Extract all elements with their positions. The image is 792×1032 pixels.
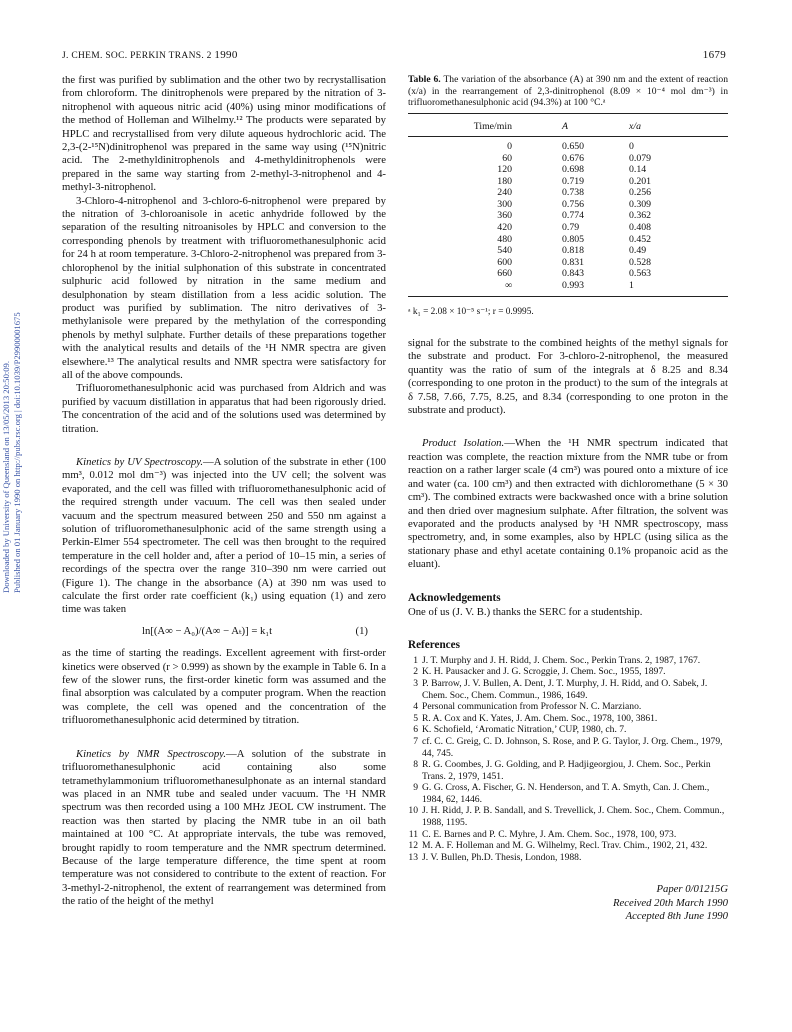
paragraph: as the time of starting the readings. Excellent agreement with first-order kinetics were observed (r > 0.999) as shown by the example in Table 6. In a few of the slower runs, the first-order kinetic form was assumed and the final absorption was calculated by a computer program. When the reaction was complete, the cell was opened and the concentration of the trifluoromethanesulphonic acid determined by titration. <box>62 647 386 727</box>
running-head <box>62 49 238 61</box>
reference-number: 11 <box>408 828 418 840</box>
equation-1 <box>62 625 386 638</box>
table-cell: 0.309 <box>629 198 652 210</box>
references-heading: References <box>408 639 460 652</box>
download-note[interactable]: Downloaded by University of Queensland on 13/05/2013 20:50:09. <box>1 360 11 593</box>
nmr-kinetics-paragraph: Kinetics by NMR Spectroscopy.—A solution of the substrate in trifluoromethanesulphonic acid containing also some tetramethylammonium trifluoromethanesulphonate as an internal standard was placed in an NMR tube and sealed under vacuum. The ¹H NMR spectrum was then recorded using a 100 MHz JEOL CW instrument. The reaction was then started by placing the NMR tube in an oil bath maintained at 100 °C. At appropriate intervals, the tube was removed, brought rapidly to room temperature and the NMR spectrum determined. Because of the large temperature difference, the time spent at room temperature was not considered to contribute to the extent of reaction. For 3-methyl-2-nitrophenol, the extent of rearrangement was determined from the ratio of the height of the methyl <box>62 747 386 908</box>
reference-number: 2 <box>413 666 418 678</box>
table-cell: 0.452 <box>629 233 652 245</box>
table-row <box>408 153 728 165</box>
reference-text: J. V. Bullen, Ph.D. Thesis, London, 1988. <box>422 851 582 863</box>
table-cell: 0.256 <box>629 187 652 199</box>
acknowledgements-text: One of us (J. V. B.) thanks the SERC for a studentship. <box>408 605 643 618</box>
reference-item <box>408 655 728 667</box>
table-label: Table 6. <box>408 74 441 85</box>
table-cell: 0.563 <box>629 268 652 280</box>
table-row <box>408 210 728 222</box>
reference-number: 6 <box>413 724 418 736</box>
table-cell: 0.698 <box>562 164 585 176</box>
reference-number: 5 <box>413 712 418 724</box>
reference-item <box>408 759 728 782</box>
received-block <box>408 883 728 923</box>
reference-item <box>408 840 728 852</box>
reference-text: cf. C. C. Greig, C. D. Johnson, S. Rose, and P. G. Taylor, J. Org. Chem., 1979, 44, 745. <box>422 735 723 759</box>
table-cell: 0.676 <box>562 152 585 164</box>
reference-number: 12 <box>408 840 418 852</box>
table-row <box>408 222 728 234</box>
table-row <box>408 199 728 211</box>
paragraph: the first was purified by sublimation and the other two by recrystallisation from chloroform. The dinitrophenols were prepared by the nitration of 3-nitrophenol with aqueous nitric acid (40%) using minor modifications of the method of Holleman and Wilhelmy.¹² The products were separated by HPLC and recrystallised from very dilute aqueous hydrochloric acid. The 2,3-(2-¹⁵N)dinitrophenol was prepared in the same way using (¹⁵N)nitric acid. The 2-methyldinitrophenols and 4-methyldinitrophenols were prepared in the same way starting from 2-methyl-3-nitrophenol and 4-methyl-3-nitrophenol. <box>62 74 386 194</box>
download-sidebar <box>1 233 23 593</box>
table-cell: 0.843 <box>562 268 585 280</box>
reference-number: 4 <box>413 701 418 713</box>
reference-number: 8 <box>413 759 418 771</box>
reference-item <box>408 782 728 805</box>
table-cell: 0.774 <box>562 210 585 222</box>
paragraph: 3-Chloro-4-nitrophenol and 3-chloro-6-nitrophenol were prepared by the nitration of 3-chloroanisole in acetic anhydride followed by the separation of the resulting nitroanisoles by HPLC and conversion to the corresponding phenols by treatment with trifluoromethanesulphonic acid for 24 h at room temperature. 3-Chloro-2-nitrophenol was prepared from 3-chlorophenol by the initial sulphonation of this substrate in concentrated sulphuric acid followed by nitration in the same medium and desulphonation by steam distillation from a less acidic solution. The product was purified by sublimation. The nitro derivatives of 3-methylanisole were prepared by the methylation of the corresponding phenols by methyl sulphate. Further details of these preparations together with the analytical results and details of the ¹H NMR spectra are given elsewhere.¹³ The analytical results and NMR spectra were satisfactory for all of the above compounds. <box>62 194 386 381</box>
table-row <box>408 268 728 280</box>
reference-number: 1 <box>413 654 418 666</box>
data-table <box>408 113 728 297</box>
table-row <box>408 257 728 269</box>
table-cell: 0.831 <box>562 256 585 268</box>
reference-item <box>408 713 728 725</box>
table-cell: 0.528 <box>629 256 652 268</box>
table-row <box>408 234 728 246</box>
reference-text: P. Barrow, J. V. Bullen, A. Dent, J. T. Murphy, J. H. Ridd, and O. Sabek, J. Chem. Soc., Chem. Commun., 1986, 1649. <box>422 677 708 701</box>
reference-text: J. H. Ridd, J. P. B. Sandall, and S. Trevellick, J. Chem. Soc., Chem. Commun., 1988, 1195. <box>422 805 725 829</box>
reference-text: K. H. Pausacker and J. G. Scroggie, J. Chem. Soc., 1955, 1897. <box>422 666 666 678</box>
uv-kinetics-paragraph: Kinetics by UV Spectroscopy.—A solution of the substrate in ether (100 mm³, 0.012 mol dm⁻³) was injected into the UV cell; the solvent was evaporated, and the cell was filled with trifluoromethanesulphonic acid of the required strength under vacuum. The cell was then sealed under vacuum and the spectrum measured between 250 and 550 nm against a solution of trifluoromethanesulphonic acid of the same strength using a Perkin-Elmer 554 spectrometer. The cell was then brought to the required temperature in the cell holder and, after a period of 10–15 min, a series of recordings of the spectra over the range 310–390 nm were carried out (Figure 1). The change in the absorbance (A) at 390 nm was used to calculate the first order rate coefficient (k₁) using equation (1) and zero time was taken <box>62 455 386 616</box>
table-row <box>408 280 728 296</box>
page-number: 1679 <box>702 49 726 61</box>
reference-text: Personal communication from Professor N. C. Marziano. <box>422 701 642 713</box>
table-row <box>408 136 728 152</box>
reference-item <box>408 666 728 678</box>
table-cell: 0.993 <box>530 280 629 296</box>
journal-year: 1990 <box>214 49 238 61</box>
table-cell: 660 <box>497 268 512 280</box>
table-cell: 0 <box>507 140 512 152</box>
doi-link[interactable]: Published on 01 January 1990 on http://pubs.rsc.org | doi:10.1039/P29900001675 <box>12 312 22 593</box>
reference-text: R. A. Cox and K. Yates, J. Am. Chem. Soc., 1978, 100, 3861. <box>422 712 658 724</box>
table-row <box>408 176 728 188</box>
section-heading: Kinetics by UV Spectroscopy. <box>76 455 204 468</box>
reference-number: 3 <box>413 677 418 689</box>
table-caption: Table 6. The variation of the absorbance (A) at 390 nm and the extent of reaction (x/a) in the rearrangement of 2,3-dinitrophenol (8.09 × 10⁻⁴ mol dm⁻³) in trifluoromethanesulphonic acid (94.3%) at 100 °C.ᵃ <box>408 74 728 108</box>
reference-item <box>408 724 728 736</box>
table-cell: 0.408 <box>629 222 652 234</box>
acknowledgements-heading: Acknowledgements <box>408 591 501 604</box>
reference-item <box>408 678 728 701</box>
reference-item <box>408 805 728 828</box>
reference-item <box>408 701 728 713</box>
table-cell: 0.756 <box>562 198 585 210</box>
column-header: A <box>530 113 629 136</box>
table-cell: 0.201 <box>629 175 652 187</box>
table-cell: 0.14 <box>629 164 647 176</box>
table-cell: 360 <box>497 210 512 222</box>
reference-number: 7 <box>413 735 418 747</box>
table-cell: 0.805 <box>562 233 585 245</box>
table-footnote: ᵃ k₁ = 2.08 × 10⁻⁵ s⁻¹; r = 0.9995. <box>408 306 534 317</box>
table-cell: 60 <box>502 152 512 164</box>
table-cell: ∞ <box>408 280 530 296</box>
table-cell: 300 <box>497 198 512 210</box>
table-cell: 540 <box>497 245 512 257</box>
reference-list <box>408 655 728 864</box>
table-row <box>408 245 728 257</box>
table-cell: 600 <box>497 256 512 268</box>
section-heading: Product Isolation. <box>422 437 505 450</box>
product-isolation-paragraph: Product Isolation.—When the ¹H NMR spectrum indicated that reaction was complete, the reaction mixture from the NMR tube or from reaction on a rather larger scale (4 cm³) was poured onto a mixture of ice and water (ca. 100 cm³) and then extracted with dichloromethane (5 × 30 cm³). The combined extracts were backwashed once with a brine solution and then dried over magnesium sulphate. After filtration, the solvent was evaporated and the products analysed by ¹H NMR spectroscopy, mass spectrometry, and, in some examples, also by HPLC (using silica as the stationary phase and ethyl acetate containing 0.1% propanoic acid as the eluant). <box>408 437 729 571</box>
reference-text: J. T. Murphy and J. H. Ridd, J. Chem. Soc., Perkin Trans. 2, 1987, 1767. <box>422 654 701 666</box>
reference-text: K. Schofield, ‘Aromatic Nitration,’ CUP, 1980, ch. 7. <box>422 724 627 736</box>
table-cell: 420 <box>497 222 512 234</box>
reference-text: G. G. Cross, A. Fischer, G. N. Henderson, and T. A. Smyth, Can. J. Chem., 1984, 62, 1446. <box>422 782 710 805</box>
table-cell: 0.49 <box>629 245 647 257</box>
left-column <box>62 74 386 909</box>
table-cell: 0.650 <box>562 140 585 152</box>
reference-text: M. A. F. Holleman and M. G. Wilhelmy, Recl. Trav. Chim., 1902, 21, 432. <box>422 840 708 852</box>
table-header-row <box>408 113 728 136</box>
table-cell: 0 <box>629 140 634 152</box>
table-cell: 0.719 <box>562 175 585 187</box>
equation: ln[(A∞ − A₀)/(A∞ − Aₜ)] = k₁t <box>142 624 273 637</box>
reference-item <box>408 852 728 864</box>
reference-text: R. G. Coombes, J. G. Golding, and P. Hadjigeorgiou, J. Chem. Soc., Perkin Trans. 2, 1979, 1451. <box>422 759 711 782</box>
paper-id: Paper 0/01215G <box>656 883 728 896</box>
table-cell: 0.79 <box>562 222 580 234</box>
table-row <box>408 187 728 199</box>
table-cell: 120 <box>497 164 512 176</box>
paragraph: Trifluoromethanesulphonic acid was purchased from Aldrich and was purified by vacuum distillation in apparatus that had been rigorously dried. The concentration of the acid and of the solutions used was determined by titration. <box>62 382 386 435</box>
reference-item <box>408 736 728 759</box>
equation-number: (1) <box>355 624 368 637</box>
journal-name: J. CHEM. SOC. PERKIN TRANS. 2 <box>62 51 212 61</box>
column-header: Time/min <box>408 113 530 136</box>
section-heading: Kinetics by NMR Spectroscopy. <box>76 747 227 760</box>
table-cell: 0.738 <box>562 187 585 199</box>
table-body <box>408 136 728 296</box>
right-column <box>408 74 728 924</box>
reference-number: 10 <box>408 805 418 817</box>
reference-item <box>408 829 728 841</box>
table-cell: 1 <box>629 280 728 296</box>
table-cell: 0.362 <box>629 210 652 222</box>
table-cell: 240 <box>497 187 512 199</box>
received-date: Received 20th March 1990 <box>612 896 728 909</box>
column-header: x/a <box>629 113 728 136</box>
table-row <box>408 164 728 176</box>
table-cell: 180 <box>497 175 512 187</box>
paragraph: signal for the substrate to the combined heights of the methyl signals for the substrate and product. For 3-chloro-2-nitrophenol, the measured quantity was the ratio of sum of the integrals at δ 8.25 and 8.34 (corresponding to one proton in the product) to the sum of the integrals at δ 7.58, 7.66, 7.75, 8.25, and 8.34 (corresponding to one proton in the substrate and product). <box>408 337 728 417</box>
table-cell: 0.079 <box>629 152 652 164</box>
table-cell: 480 <box>497 233 512 245</box>
table-cell: 0.818 <box>562 245 585 257</box>
reference-text: C. E. Barnes and P. C. Myhre, J. Am. Chem. Soc., 1978, 100, 973. <box>422 828 677 840</box>
reference-number: 9 <box>413 782 418 794</box>
reference-number: 13 <box>408 851 418 863</box>
accepted-date: Accepted 8th June 1990 <box>625 910 728 923</box>
